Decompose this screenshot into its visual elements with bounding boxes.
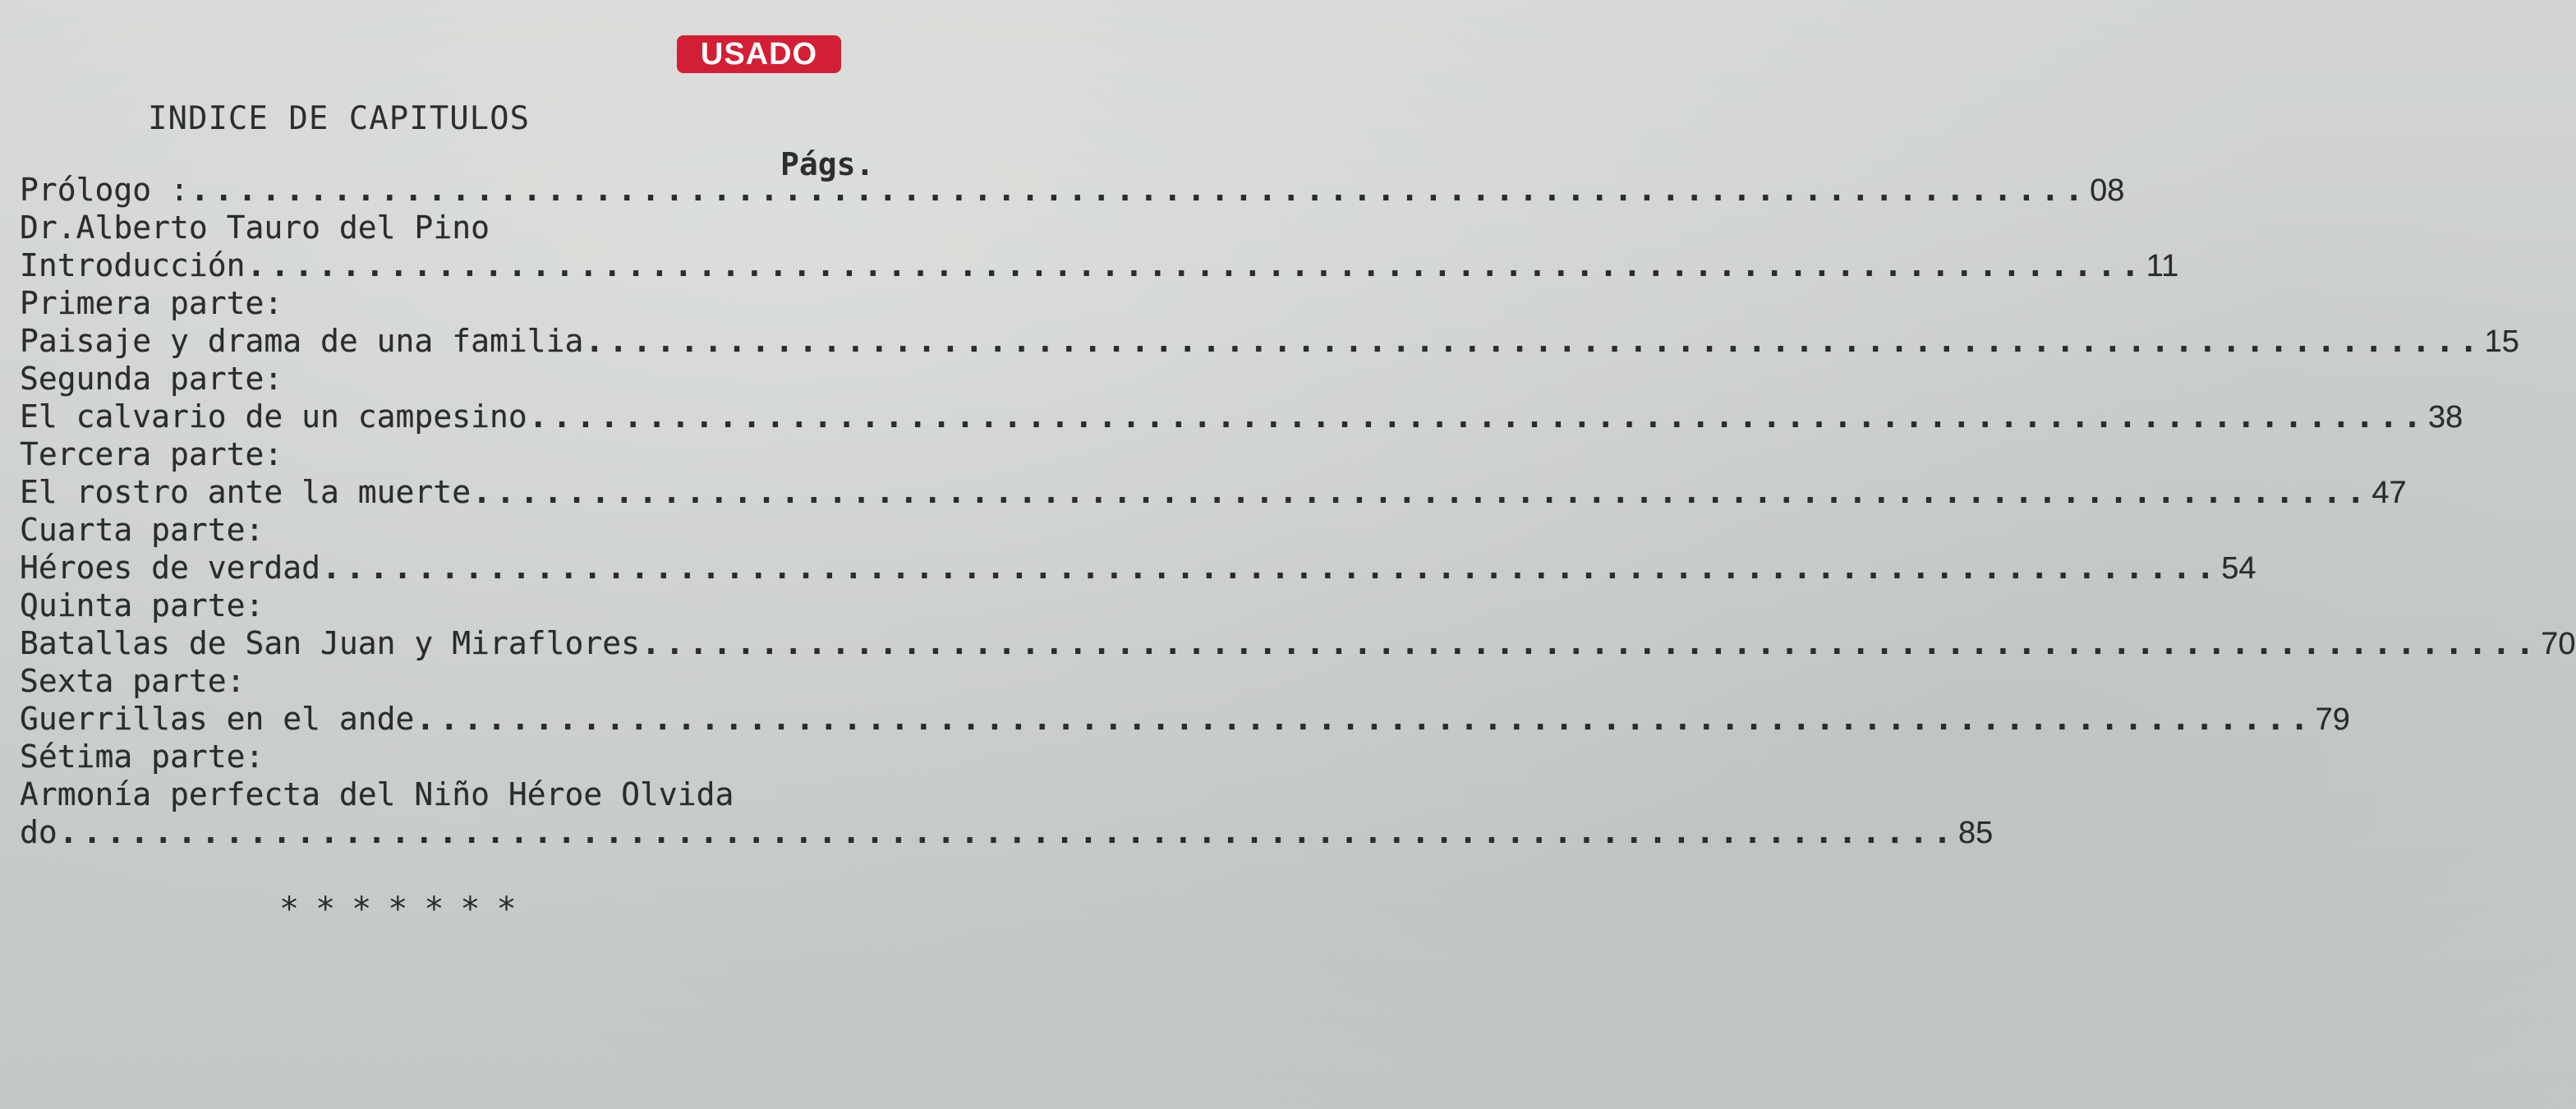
toc-section-heading: Cuarta parte: <box>20 512 264 548</box>
toc-section-heading: Quinta parte: <box>20 587 264 624</box>
toc-entry-title: Batallas de San Juan y Miraflores <box>20 625 640 661</box>
table-of-contents <box>20 171 2576 851</box>
dot-leader: ................................................................................ <box>58 814 1957 850</box>
toc-entry <box>20 549 2256 587</box>
dot-leader: ................................................................................ <box>416 701 2314 737</box>
toc-entry-title: El calvario de un campesino <box>20 398 527 435</box>
toc-entry <box>20 246 2179 284</box>
toc-entry <box>20 700 2350 738</box>
toc-section-heading: Sexta parte: <box>20 663 246 699</box>
page-title: INDICE DE CAPITULOS <box>148 100 531 137</box>
toc-entry-title: Paisaje y drama de una familia <box>20 323 584 359</box>
toc-page-number: 47 <box>2371 476 2407 510</box>
dot-leader: ................................................................................ <box>585 323 2483 359</box>
toc-page-number: 85 <box>1958 816 1994 850</box>
toc-entry-title: Héroes de verdad <box>20 550 321 586</box>
toc-entry <box>20 398 2463 435</box>
toc-section-heading: Dr.Alberto Tauro del Pino <box>20 209 490 246</box>
toc-section-heading: Sétima parte: <box>20 739 264 775</box>
dot-leader: ................................................................................ <box>190 172 2089 208</box>
dot-leader: ................................................................................ <box>322 550 2220 586</box>
toc-entry <box>20 813 1994 851</box>
toc-entry <box>20 171 2125 209</box>
toc-section-heading: Tercera parte: <box>20 436 283 472</box>
toc-entry <box>20 322 2519 360</box>
toc-page-number: 38 <box>2427 400 2463 435</box>
toc-entry-title: Guerrillas en el ande <box>20 701 415 737</box>
dot-leader: ................................................................................ <box>528 398 2426 435</box>
toc-section-heading: Armonía perfecta del Niño Héroe Olvida <box>20 776 734 812</box>
toc-entry-title: El rostro ante la muerte <box>20 474 472 510</box>
toc-page-number: 79 <box>2315 702 2350 737</box>
toc-entry-title: Prólogo : <box>20 172 189 208</box>
dot-leader: ................................................................................ <box>641 625 2540 661</box>
ornament-stars: ******* <box>279 890 533 928</box>
toc-entry <box>20 624 2576 662</box>
toc-page-number: 54 <box>2221 551 2256 586</box>
toc-entry-title: Introducción <box>20 247 246 283</box>
toc-page-number: 15 <box>2484 324 2519 359</box>
toc-section-heading: Segunda parte: <box>20 361 283 397</box>
toc-page-number: 08 <box>2090 173 2125 208</box>
toc-page-number: 70 <box>2541 627 2576 661</box>
dot-leader: ................................................................................ <box>246 247 2145 283</box>
pages-column-header: Págs. <box>780 146 875 182</box>
toc-entry <box>20 473 2407 511</box>
dot-leader: ................................................................................ <box>472 474 2371 510</box>
toc-entry-title: do <box>20 814 58 850</box>
toc-page-number: 11 <box>2146 249 2179 283</box>
used-badge: USADO <box>677 35 841 73</box>
toc-section-heading: Primera parte: <box>20 285 283 321</box>
